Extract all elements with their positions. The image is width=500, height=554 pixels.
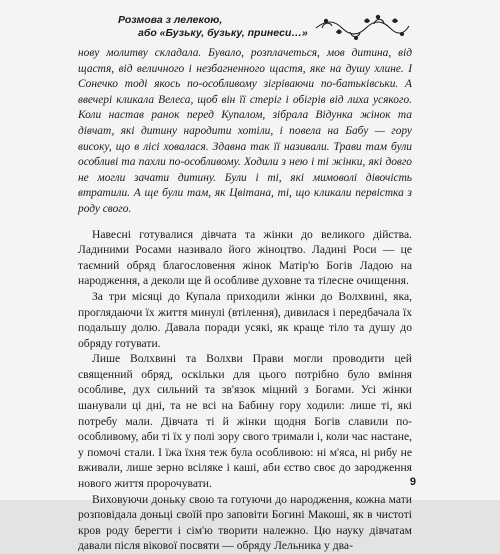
body-paragraph-4: Виховуючи доньку свою та готуючи до народження, кожна мати розповідала доньці своїй про заповіти Богині Макоші, як в чистоті кров роду берегти і сім'ю творити належно. Цю науку дівчатам давали після вікової посвяти — обряду Лельника у два- xyxy=(78,492,412,553)
page-number: 9 xyxy=(409,476,416,488)
italic-intro-paragraph: нову молитву складала. Бувало, розплачеться, мов дитина, від щастя, від величного і незбагненного щастя, яке на душу хлине. І Сонечко тоді якось по-особливому зігріваючи по-батьківськи. А ввечері кликала Велеса, щоб він її стеріг і обігрів від лиха усякого. Коли настав ранок перед Купалом, зібрала Відунка жінок та дівчат, які дитину народити хотіли, і повела на Бабу — гору високу, що в лісі ховалася. Здавна так її називали. Трави там були особливі та пахли по-особливому. Ходили з нею і ті жінки, які довго не могли зачати дитину. Були і ті, які мимоволі дівочість втратили. А ще були там, як Цвітана, ті, що кликали первістка з роду свого. xyxy=(78,47,412,215)
header-title-line2: або «Бузьку, бузьку, принеси…» xyxy=(138,27,308,39)
page-content xyxy=(78,46,412,554)
body-paragraph-1: Навесні готувалися дівчата та жінки до великого дійства. Ладиними Росами називало його жіноцтво. Ладині Роси — це таємний обряд благословення жінок Матір'ю Богів Ладою на народження, а деколи ще й особливе духовне та тілесне очищення. xyxy=(78,227,412,288)
floral-ornament-icon xyxy=(312,12,412,42)
header-title-line1: Розмова з лелекою, xyxy=(118,14,223,26)
body-paragraph-2: За три місяці до Купала приходили жінки до Волхвині, яка, проглядаючи їх життя минулі (втілення), дивилася і передбачала їх подальшу долю. Давала поради усякі, як краще тіло та душу до обряду готувати. xyxy=(78,289,412,350)
running-header xyxy=(118,14,308,40)
body-paragraph-3: Лише Волхвині та Волхви Прави могли проводити цей священний обряд, оскільки для цього потрібно було вміння особливе, дух сильний та зв'язок міцний з Богами. Усі жінки шанували ці дні, та не всі на Бабину гору ходили: лише ті, які потребу мали. Дівчата ті й жінки щодня Богів славили по-особливому, аби ті їх у полі зору свого тримали і, коли час настане, у помочі стали. І їжа їхня теж була особливою: ні м'яса, ні рибу не вживали, лише зерно всіляке і каші, аби єство своє до зародження нового життя пророчувати. xyxy=(78,352,412,491)
